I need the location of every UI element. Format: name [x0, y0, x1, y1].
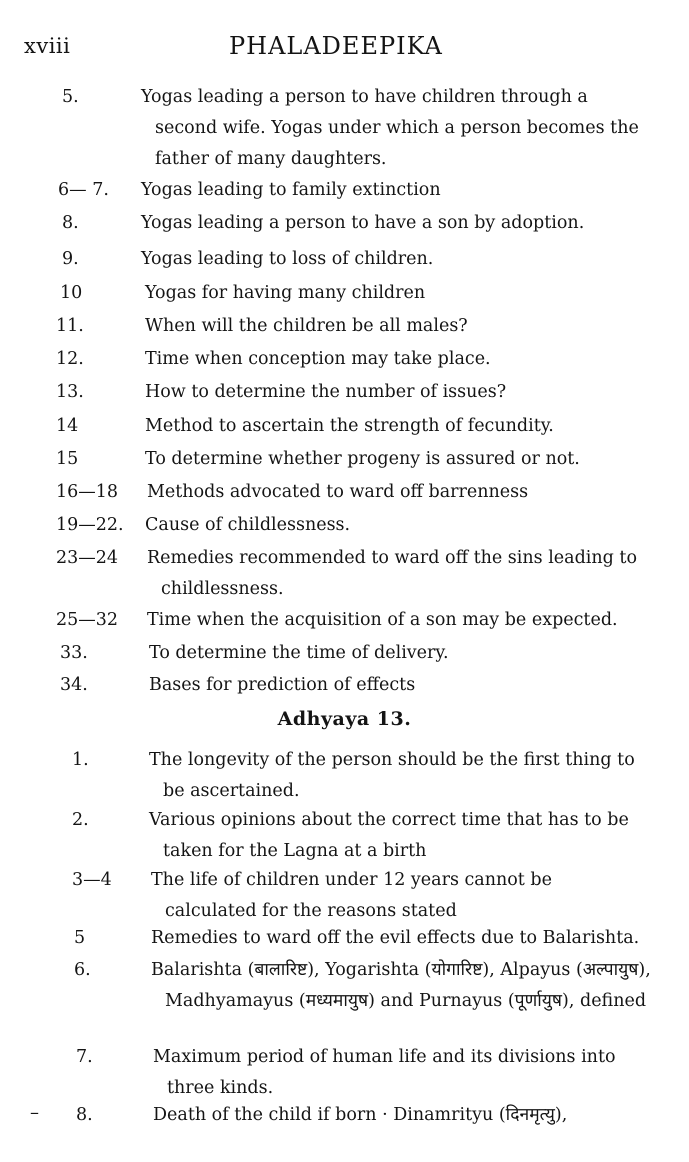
entry-text: Bases for prediction of effects	[149, 675, 416, 695]
entry-number: 25—32	[56, 610, 119, 630]
chapter-heading: Adhyaya 13.	[277, 708, 412, 730]
contents-entry	[0, 865, 689, 929]
entry-number: 7.	[76, 1047, 93, 1067]
entry-text: The longevity of the person should be the first thing to be ascertained.	[149, 750, 635, 801]
entry-number: 19—22.	[56, 515, 124, 535]
contents-entry	[0, 805, 689, 869]
entry-number: 15	[56, 449, 79, 469]
contents-entry	[0, 543, 689, 607]
contents-entry	[0, 955, 689, 1049]
contents-entry	[0, 82, 689, 176]
entry-text: Cause of childlessness.	[145, 515, 351, 535]
entry-number: 13.	[56, 382, 84, 402]
entry-number: 9.	[62, 249, 79, 269]
entry-number: 8.	[62, 213, 79, 233]
running-head-title: PHALADEEPIKA	[229, 32, 443, 60]
entry-text: Remedies recommended to ward off the sins leading to childlessness.	[147, 548, 637, 599]
entry-text: How to determine the number of issues?	[145, 382, 507, 402]
entry-number: 1.	[72, 750, 89, 770]
entry-text: Death of the child if born · Dinamrityu (दिनमृत्यु),	[153, 1105, 568, 1125]
entry-text: Yogas for having many children	[145, 283, 426, 303]
entry-text: Methods advocated to ward off barrenness	[147, 482, 529, 502]
entry-text: Yogas leading to family extinction	[141, 180, 441, 200]
entry-text: Time when the acquisition of a son may be expected.	[147, 610, 618, 630]
entry-text: To determine the time of delivery.	[149, 643, 449, 663]
contents-entry	[0, 745, 689, 809]
entry-number: 5.	[62, 87, 79, 107]
entry-number: 11.	[56, 316, 84, 336]
margin-dash-mark: –	[30, 1102, 39, 1123]
entry-text: Yogas leading a person to have a son by adoption.	[141, 213, 585, 233]
entry-number: 14	[56, 416, 79, 436]
entry-text: Method to ascertain the strength of fecundity.	[145, 416, 554, 436]
entry-number: 3—4	[72, 870, 112, 890]
entry-text: To determine whether progeny is assured or not.	[145, 449, 580, 469]
entry-number: 23—24	[56, 548, 119, 568]
entry-number: 6.	[74, 960, 91, 980]
entry-number: 33.	[60, 643, 88, 663]
entry-text: Remedies to ward off the evil effects due to Balarishta.	[151, 928, 640, 948]
entry-number: 8.	[76, 1105, 93, 1125]
entry-text: Yogas leading to loss of children.	[141, 249, 434, 269]
entry-number: 12.	[56, 349, 84, 369]
entry-number: 5	[74, 928, 86, 948]
entry-number: 16—18	[56, 482, 119, 502]
page-number: xviii	[24, 34, 71, 58]
entry-text: The life of children under 12 years cannot be calculated for the reasons stated	[151, 870, 552, 921]
entry-number: 10	[60, 283, 83, 303]
entry-number: 6— 7.	[58, 180, 109, 200]
entry-text: Yogas leading a person to have children through a second wife. Yogas under which a person becomes the father of many daughters.	[141, 87, 639, 169]
entry-number: 34.	[60, 675, 88, 695]
entry-text: When will the children be all males?	[145, 316, 468, 336]
entry-text: Balarishta (बालारिष्ट), Yogarishta (योगारिष्ट), Alpayus (अल्पायुष), Madhyamayus (मध्यमायुष) and Purnayus (पूर्णायुष), defined	[151, 960, 651, 1011]
entry-text: Maximum period of human life and its divisions into three kinds.	[153, 1047, 616, 1098]
entry-text: Various opinions about the correct time that has to be taken for the Lagna at a birth	[149, 810, 629, 861]
entry-number: 2.	[72, 810, 89, 830]
entry-text: Time when conception may take place.	[145, 349, 491, 369]
contents-entry	[0, 1042, 689, 1106]
